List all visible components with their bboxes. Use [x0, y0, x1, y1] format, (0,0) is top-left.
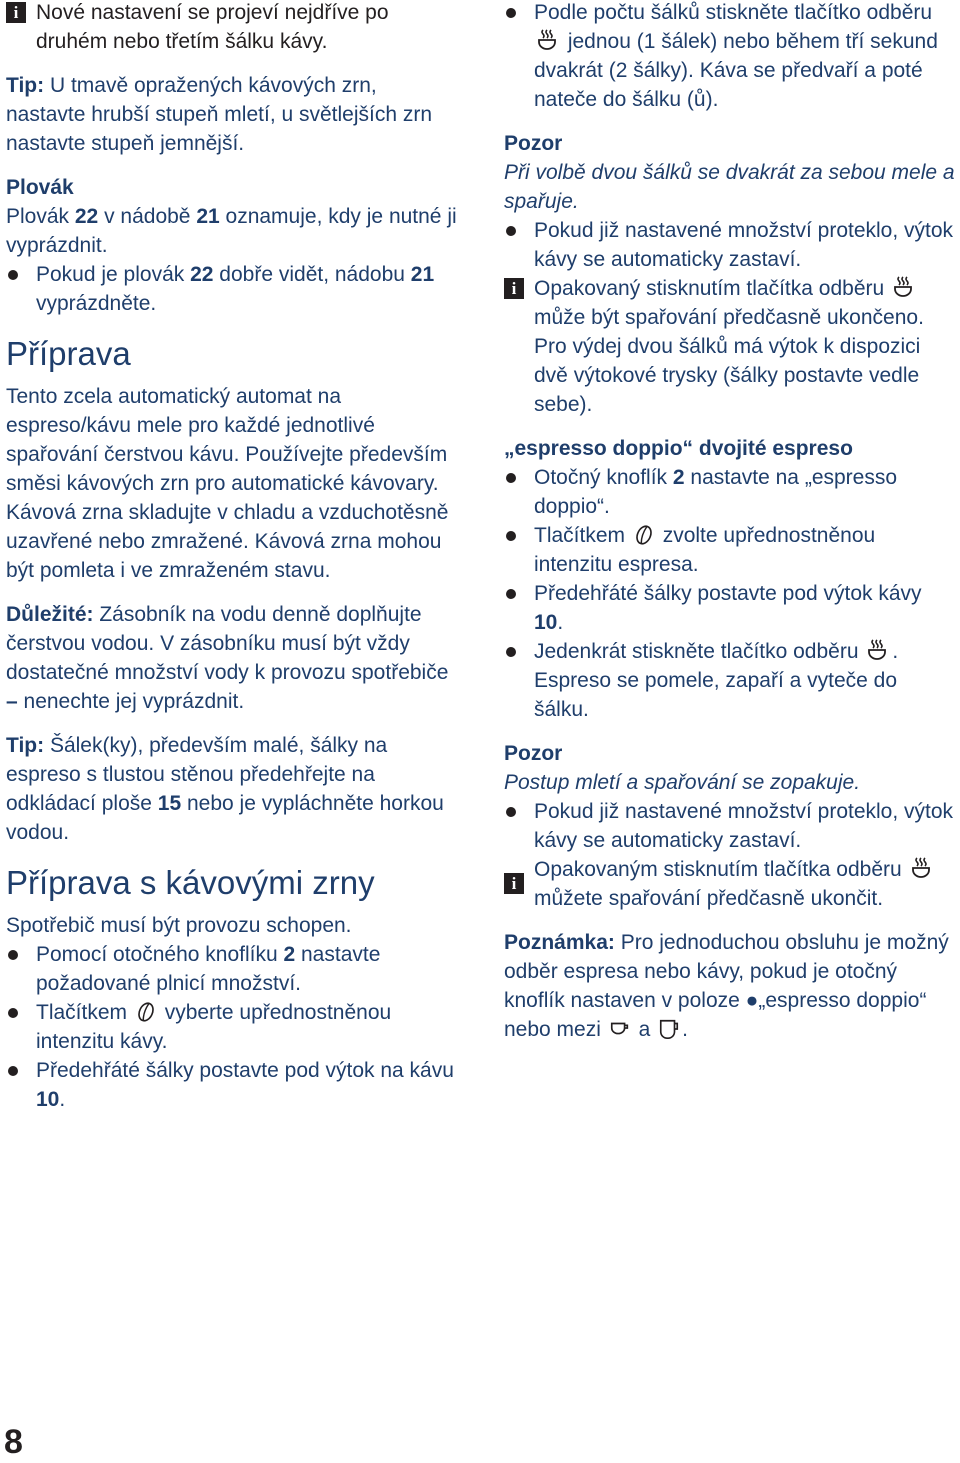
pozor-text-1: Při volbě dvou šálků se dvakrát za sebou mele a spařuje.: [504, 161, 955, 213]
page-number: 8: [4, 1423, 23, 1461]
right-bullet-stop-2: Pokud již nastavené množství proteklo, výtok kávy se automaticky zastaví.: [504, 797, 956, 855]
info-note-repeat-2: i Opakovaným stisknutím tlačítka odběru můžete spařování předčasně ukončit.: [504, 855, 956, 913]
right-bullet-stop-1: Pokud již nastavené množství proteklo, výtok kávy se automaticky zastaví.: [504, 216, 956, 274]
info-icon: i: [6, 2, 26, 23]
doppio-bullet-4: Jedenkrát stiskněte tlačítko odběru . Espreso se pomele, zapaří a vyteče do šálku.: [504, 637, 956, 724]
doppio-bullet-3: Předehřáté šálky postavte pod výtok kávy 10.: [504, 579, 956, 637]
zrny-bullet-2: Tlačítkem vyberte upřednostněnou intenzitu kávy.: [6, 998, 458, 1056]
priprava-heading: Příprava: [6, 335, 131, 372]
pozor-heading-2: Pozor: [504, 742, 563, 765]
zrny-bullet-1: Pomocí otočného knoflíku 2 nastavte požadované plnicí množství.: [6, 940, 458, 998]
tip-cups: Tip: Šálek(ky), především malé, šálky na espreso s tlustou stěnou předehřejte na odkládací ploše 15 nebo je vypláchněte horkou vodou.: [6, 734, 444, 844]
coffee-bean-icon: [135, 1001, 157, 1023]
pozor-text-2: Postup mletí a spařování se zopakuje.: [504, 771, 861, 794]
plovak-bullet: Pokud je plovák 22 dobře vidět, nádobu 21 vyprázdněte.: [6, 260, 458, 318]
plovak-text: Plovák 22 v nádobě 21 oznamuje, kdy je nutné ji vyprázdnit.: [6, 205, 457, 257]
small-cup-icon: [609, 1018, 631, 1040]
tip-roast: Tip: U tmavě opražených kávových zrn, nastavte hrubší stupeň mletí, u světlejších zrn nastavte stupeň jemnější.: [6, 74, 433, 155]
left-column: [6, 0, 458, 1114]
coffee-cup-icon: [866, 638, 890, 662]
right-bullet-cups: Podle počtu šálků stiskněte tlačítko odběru jednou (1 šálek) nebo během tří sekund dvakrát (2 šálky). Káva se předvaří a poté nateče do šálku (ů).: [504, 0, 956, 114]
pozor-heading-1: Pozor: [504, 132, 563, 155]
coffee-cup-icon: [536, 28, 560, 52]
doppio-heading: „espresso doppio“ dvojité espreso: [504, 437, 853, 460]
zrny-heading: Příprava s kávovými zrny: [6, 864, 375, 901]
doppio-bullet-2: Tlačítkem zvolte upřednostněnou intenzitu espresa.: [504, 521, 956, 579]
doppio-bullet-1: Otočný knoflík 2 nastavte na „espresso doppio“.: [504, 463, 956, 521]
coffee-cup-icon: [892, 275, 916, 299]
info-note-repeat: i Opakovaný stisknutím tlačítka odběru může být spařování předčasně ukončeno. Pro výdej dvou šálků má výtok k dispozici dvě výtokové trysky (šálky postavte vedle sebe).: [504, 274, 956, 419]
info-note-setting: i Nové nastavení se projeví nejdříve po druhém nebo třetím šálku kávy.: [6, 0, 458, 56]
dulezite-note: Důležité: Zásobník na vodu denně doplňujte čerstvou vodou. V zásobníku musí být vždy dostatečné množství vody k provozu spotřebiče – nenechte jej vyprázdnit.: [6, 603, 449, 713]
zrny-bullet-3: Předehřáté šálky postavte pod výtok na kávu 10.: [6, 1056, 458, 1114]
right-column: [504, 0, 956, 1044]
coffee-cup-icon: [910, 856, 934, 880]
info-icon: i: [504, 873, 524, 894]
poznamka-note: Poznámka: Pro jednoduchou obsluhu je možný odběr espresa nebo kávy, pokud je otočný knoflík nastaven v poloze ●„espresso doppio“ nebo mezi a .: [504, 931, 949, 1041]
large-cup-icon: [658, 1018, 680, 1040]
coffee-bean-icon: [633, 524, 655, 546]
zrny-intro: Spotřebič musí být provozu schopen.: [6, 914, 352, 937]
priprava-text: Tento zcela automatický automat na espreso/kávu mele pro každé jednotlivé spařování čerstvou kávu. Používejte především směsi kávových zrn pro automatické kávovary. Kávová zrna skladujte v chladu a vzduchotěsně uzavřené nebo zmražené. Kávová zrna mohou být pomleta i ve zmraženém stavu.: [6, 385, 449, 582]
info-icon: i: [504, 278, 524, 299]
plovak-heading: Plovák: [6, 176, 74, 199]
